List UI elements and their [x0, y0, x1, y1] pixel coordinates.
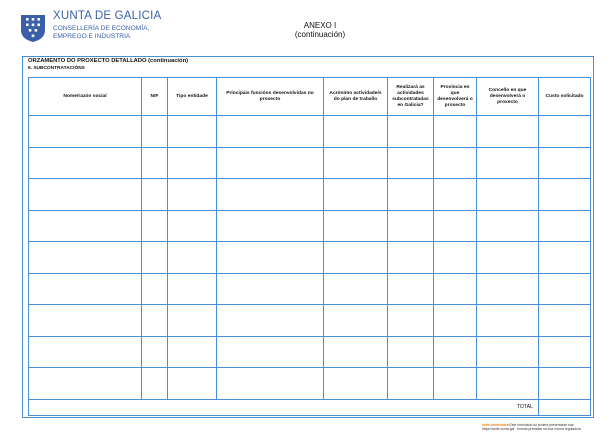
activity-acronym-cell[interactable]	[324, 305, 388, 337]
table-row	[29, 368, 591, 400]
nif-cell[interactable]	[142, 210, 168, 242]
footer-notice	[482, 423, 612, 431]
brand-name: XUNTA DE GALICIA	[53, 10, 162, 22]
entity-type-cell[interactable]	[168, 116, 217, 148]
sede-electronica-logo: sede electrónica	[482, 423, 509, 427]
total-cost-cell[interactable]	[539, 399, 591, 415]
activity-acronym-cell[interactable]	[324, 179, 388, 211]
table-row	[29, 116, 591, 148]
nif-cell[interactable]	[142, 336, 168, 368]
province-cell[interactable]	[434, 210, 477, 242]
municipality-cell[interactable]	[477, 210, 539, 242]
nif-cell[interactable]	[142, 147, 168, 179]
municipality-cell[interactable]	[477, 336, 539, 368]
municipality-cell[interactable]	[477, 116, 539, 148]
in-galicia-cell[interactable]	[388, 305, 434, 337]
nif-cell[interactable]	[142, 116, 168, 148]
entity-type-cell[interactable]	[168, 273, 217, 305]
name-cell[interactable]	[29, 147, 142, 179]
table-row	[29, 273, 591, 305]
in-galicia-cell[interactable]	[388, 336, 434, 368]
column-header-in-galicia: Realizará as actividades subcontratadas en Galicia?	[388, 78, 434, 116]
name-cell[interactable]	[29, 273, 142, 305]
province-cell[interactable]	[434, 179, 477, 211]
column-header-requested-cost: Custo solicitado	[539, 78, 591, 116]
main-functions-cell[interactable]	[217, 305, 324, 337]
main-functions-cell[interactable]	[217, 179, 324, 211]
total-label: TOTAL	[29, 399, 539, 415]
table-body	[29, 116, 591, 416]
province-cell[interactable]	[434, 336, 477, 368]
province-cell[interactable]	[434, 147, 477, 179]
province-cell[interactable]	[434, 305, 477, 337]
table-row	[29, 242, 591, 274]
column-header-nif: NIF	[142, 78, 168, 116]
activity-acronym-cell[interactable]	[324, 368, 388, 400]
requested-cost-cell[interactable]	[539, 147, 591, 179]
main-functions-cell[interactable]	[217, 273, 324, 305]
activity-acronym-cell[interactable]	[324, 147, 388, 179]
in-galicia-cell[interactable]	[388, 273, 434, 305]
nif-cell[interactable]	[142, 242, 168, 274]
name-cell[interactable]	[29, 336, 142, 368]
municipality-cell[interactable]	[477, 147, 539, 179]
main-functions-cell[interactable]	[217, 116, 324, 148]
in-galicia-cell[interactable]	[388, 210, 434, 242]
in-galicia-cell[interactable]	[388, 116, 434, 148]
main-functions-cell[interactable]	[217, 368, 324, 400]
requested-cost-cell[interactable]	[539, 336, 591, 368]
column-header-entity-type: Tipo entidade	[168, 78, 217, 116]
annex-title: ANEXO I	[303, 21, 337, 30]
name-cell[interactable]	[29, 305, 142, 337]
activity-acronym-cell[interactable]	[324, 336, 388, 368]
entity-type-cell[interactable]	[168, 242, 217, 274]
name-cell[interactable]	[29, 179, 142, 211]
name-cell[interactable]	[29, 210, 142, 242]
footer-line-1-text: Este formulario só poderá presentarse nas	[509, 423, 574, 427]
entity-type-cell[interactable]	[168, 368, 217, 400]
requested-cost-cell[interactable]	[539, 116, 591, 148]
section-subtitle: 6. SUBCONTRATACIÓNS	[28, 66, 85, 71]
province-cell[interactable]	[434, 116, 477, 148]
province-cell[interactable]	[434, 368, 477, 400]
entity-type-cell[interactable]	[168, 305, 217, 337]
table-row	[29, 179, 591, 211]
xunta-logo	[20, 10, 160, 54]
province-cell[interactable]	[434, 273, 477, 305]
municipality-cell[interactable]	[477, 368, 539, 400]
annex-subtitle: (continuación)	[294, 30, 346, 39]
column-header-main-functions: Principais funcións desenvolvidas no proxecto	[217, 78, 324, 116]
column-header-name: Nome/razón social	[29, 78, 142, 116]
table-row	[29, 210, 591, 242]
galicia-emblem-icon	[20, 13, 46, 43]
in-galicia-cell[interactable]	[388, 242, 434, 274]
name-cell[interactable]	[29, 116, 142, 148]
department-name	[53, 25, 149, 41]
department-line-1: CONSELLERÍA DE ECONOMÍA,	[53, 25, 150, 32]
annex-heading	[260, 21, 380, 39]
main-functions-cell[interactable]	[217, 210, 324, 242]
entity-type-cell[interactable]	[168, 336, 217, 368]
name-cell[interactable]	[29, 242, 142, 274]
main-functions-cell[interactable]	[217, 147, 324, 179]
municipality-cell[interactable]	[477, 179, 539, 211]
budget-section	[22, 56, 594, 418]
municipality-cell[interactable]	[477, 242, 539, 274]
in-galicia-cell[interactable]	[388, 179, 434, 211]
table-header-row	[29, 78, 591, 116]
requested-cost-cell[interactable]	[539, 179, 591, 211]
column-header-province: Provincia en que desenvolverá o proxecto	[434, 78, 477, 116]
activity-acronym-cell[interactable]	[324, 273, 388, 305]
in-galicia-cell[interactable]	[388, 368, 434, 400]
requested-cost-cell[interactable]	[539, 305, 591, 337]
requested-cost-cell[interactable]	[539, 210, 591, 242]
activity-acronym-cell[interactable]	[324, 210, 388, 242]
table-row	[29, 336, 591, 368]
activity-acronym-cell[interactable]	[324, 116, 388, 148]
municipality-cell[interactable]	[477, 273, 539, 305]
nif-cell[interactable]	[142, 368, 168, 400]
total-row	[29, 399, 591, 415]
entity-type-cell[interactable]	[168, 147, 217, 179]
column-header-municipality: Concello en que desenvolverá o proxecto	[477, 78, 539, 116]
requested-cost-cell[interactable]	[539, 368, 591, 400]
table-row	[29, 147, 591, 179]
section-title: ORZAMENTO DO PROXECTO DETALLADO (continuación)	[28, 58, 189, 64]
requested-cost-cell[interactable]	[539, 273, 591, 305]
main-functions-cell[interactable]	[217, 242, 324, 274]
nif-cell[interactable]	[142, 179, 168, 211]
province-cell[interactable]	[434, 242, 477, 274]
column-header-activity-acronym: Acrónimo actividade/s do plan de traballo	[324, 78, 388, 116]
main-functions-cell[interactable]	[217, 336, 324, 368]
entity-type-cell[interactable]	[168, 179, 217, 211]
name-cell[interactable]	[29, 368, 142, 400]
footer-line-2: https://sede.xunta.gal · formas previstas na súa norma reguladora	[482, 427, 581, 432]
nif-cell[interactable]	[142, 273, 168, 305]
nif-cell[interactable]	[142, 305, 168, 337]
activity-acronym-cell[interactable]	[324, 242, 388, 274]
municipality-cell[interactable]	[477, 305, 539, 337]
in-galicia-cell[interactable]	[388, 147, 434, 179]
subcontracting-table	[28, 77, 591, 416]
requested-cost-cell[interactable]	[539, 242, 591, 274]
entity-type-cell[interactable]	[168, 210, 217, 242]
department-line-2: EMPREGO E INDUSTRIA	[53, 32, 131, 40]
table-row	[29, 305, 591, 337]
